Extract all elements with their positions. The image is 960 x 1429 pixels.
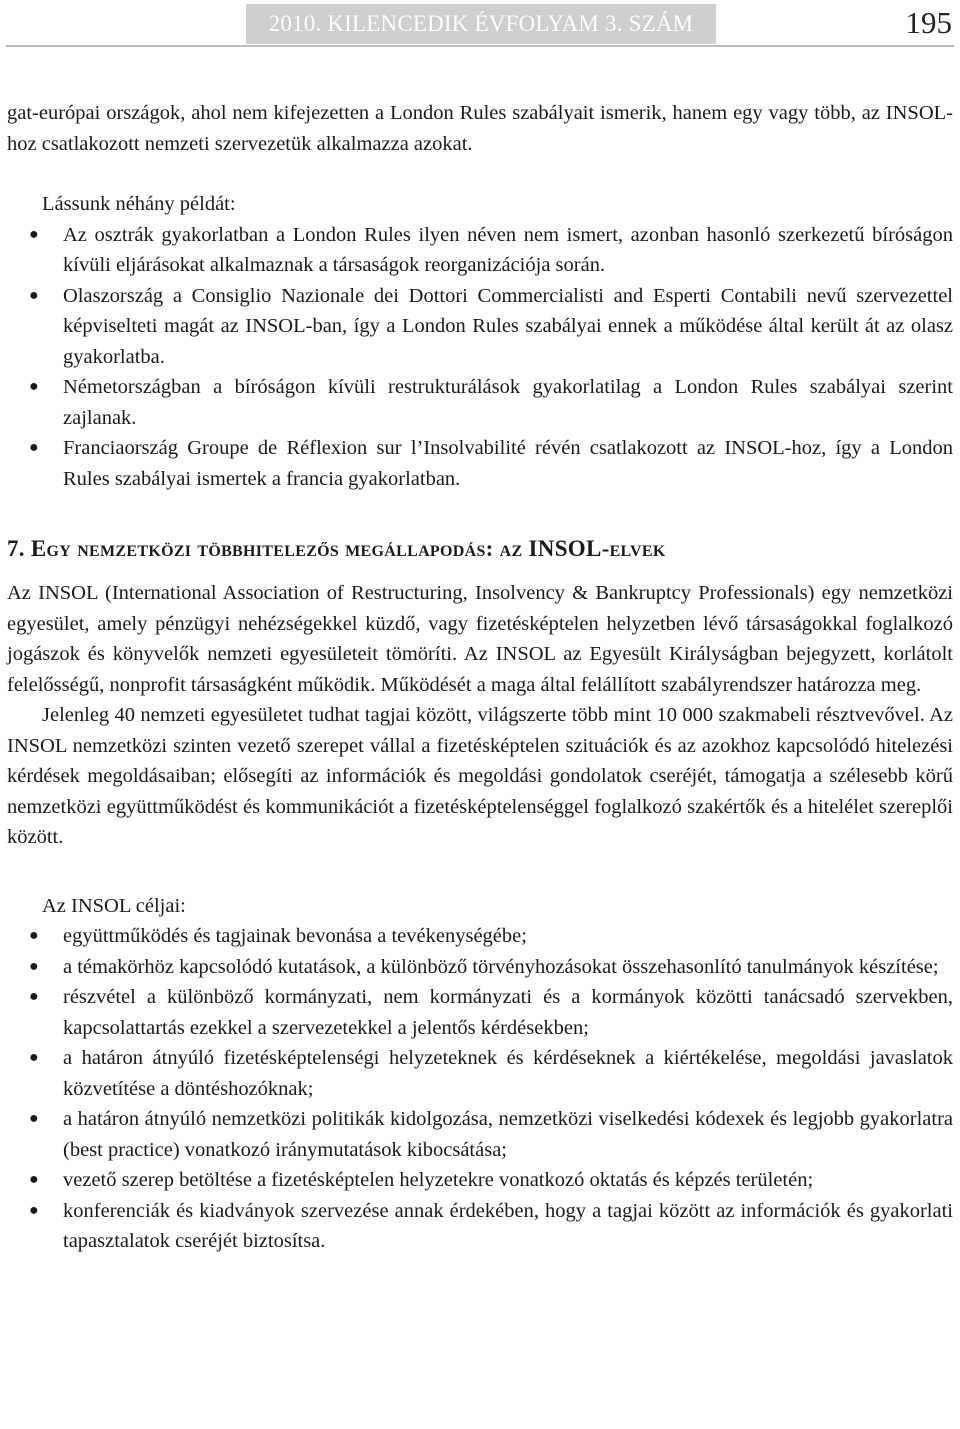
list-item-text: a határon átnyúló fizetésképtelenségi helyzeteknek és kérdéseknek a kiértékelése, megoldási javaslatok közvetítése a döntéshozóknak; xyxy=(63,1047,953,1100)
list-item xyxy=(7,1165,953,1196)
examples-list xyxy=(7,220,953,495)
list-item-text: Az osztrák gyakorlatban a London Rules ilyen néven nem ismert, azonban hasonló szerkezetű bíróságon kívüli eljárásokat alkalmaznak a társaságok reorganizációja során. xyxy=(63,223,953,276)
section-paragraph-2: Jelenleg 40 nemzeti egyesületet tudhat tagjai között, világszerte több mint 10 000 szakmabeli résztvevővel. Az INSOL nemzetközi szinten vezető szerepet vállal a fizetésképtelen szituációk és az azokhoz kapcsolódó hitelezési kérdések megoldásaiban; elősegíti az információk és megoldási gondolatok cseréjét, támogatja a szélesebb körű nemzetközi együttműködést és kommunikációt a fizetésképtelenséggel foglalkozó szakértők és a hitelélet szereplői között. xyxy=(7,704,953,848)
bullet-icon: ● xyxy=(29,286,39,304)
list-item-text: a határon átnyúló nemzetközi politikák kidolgozása, nemzetközi viselkedési kódexek és legjobb gyakorlatra (best practice) vonatkozó iránymutatások kibocsátása; xyxy=(63,1108,953,1161)
list-item xyxy=(7,433,953,494)
bullet-icon: ● xyxy=(29,1171,39,1188)
goals-label: Az INSOL céljai: xyxy=(42,894,186,917)
list-item xyxy=(7,281,953,373)
running-header xyxy=(0,0,960,50)
intro-paragraph: gat-európai országok, ahol nem kifejezetten a London Rules szabályait ismerik, hanem egy vagy több, az INSOL-hoz csatlakozott nemzeti szervezetük alkalmazza azokat. xyxy=(7,102,953,155)
bullet-icon: ● xyxy=(29,1201,39,1219)
list-item xyxy=(7,1104,953,1165)
list-item xyxy=(7,1196,953,1257)
list-item-text: Olaszország a Consiglio Nazionale dei Dottori Commercialisti and Esperti Contabili nevű szervezettel képviselteti magát az INSOL-ban, így a London Rules szabályai ennek a működése által került át az olasz gyakorlatba. xyxy=(63,284,953,368)
goals-list xyxy=(7,921,953,1257)
list-item xyxy=(7,952,953,983)
bullet-icon: ● xyxy=(29,988,39,1005)
page-number: 195 xyxy=(905,5,952,40)
bullet-icon: ● xyxy=(29,378,39,395)
list-item xyxy=(7,220,953,281)
list-item-text: Franciaország Groupe de Réflexion sur l’Insolvabilité révén csatlakozott az INSOL-hoz, így a London Rules szabályai ismertek a francia gyakorlatban. xyxy=(63,437,953,490)
list-item-text: vezető szerep betöltése a fizetésképtelen helyzetekre vonatkozó oktatás és képzés területén; xyxy=(63,1169,814,1191)
page-body xyxy=(7,98,953,1257)
list-item-text: konferenciák és kiadványok szervezése annak érdekében, hogy a tagjai között az információk és gyakorlati tapasztalatok cseréjét biztosítsa. xyxy=(63,1199,953,1252)
journal-issue-label: 2010. KILENCEDIK ÉVFOLYAM 3. SZÁM xyxy=(246,4,716,44)
section-heading: 7. Egy nemzetközi többhitelezős megállapodás: az INSOL-elvek xyxy=(7,536,666,561)
examples-label: Lássunk néhány példát: xyxy=(42,193,236,215)
list-item-text: a témakörhöz kapcsolódó kutatások, a különböző törvényhozásokat összehasonlító tanulmányok készítése; xyxy=(63,955,939,978)
list-item xyxy=(7,372,953,433)
bullet-icon: ● xyxy=(29,1049,39,1066)
bullet-icon: ● xyxy=(29,225,39,243)
list-item xyxy=(7,921,953,952)
section-paragraph-1: Az INSOL (International Association of Restructuring, Insolvency & Bankruptcy Professionals) egy nemzetközi egyesület, amely pénzügyi nehézségekkel küzdő, vagy fizetésképtelen helyzetben lévő társaságokkal foglalkozó jogászok és könyvelők nemzeti egyesületeit tömöríti. Az INSOL az Egyesült Királyságban bejegyzett, korlátolt felelősségű, nonprofit társaságként működik. Működését a maga által felállított szabályrendszer határozza meg. xyxy=(7,582,953,696)
bullet-icon: ● xyxy=(29,927,39,944)
list-item-text: együttműködés és tagjainak bevonása a tevékenységébe; xyxy=(63,925,527,947)
bullet-icon: ● xyxy=(29,1110,39,1127)
list-item-text: Németországban a bíróságon kívüli restrukturálások gyakorlatilag a London Rules szabályai szerint zajlanak. xyxy=(63,376,953,429)
list-item-text: részvétel a különböző kormányzati, nem kormányzati és a kormányok közötti tanácsadó szervekben, kapcsolattartás ezekkel a szervezetekkel a jelentős kérdésekben; xyxy=(63,986,953,1039)
bullet-icon: ● xyxy=(29,439,39,456)
header-rule xyxy=(6,45,954,47)
list-item xyxy=(7,1043,953,1104)
bullet-icon: ● xyxy=(29,957,39,975)
list-item xyxy=(7,982,953,1043)
